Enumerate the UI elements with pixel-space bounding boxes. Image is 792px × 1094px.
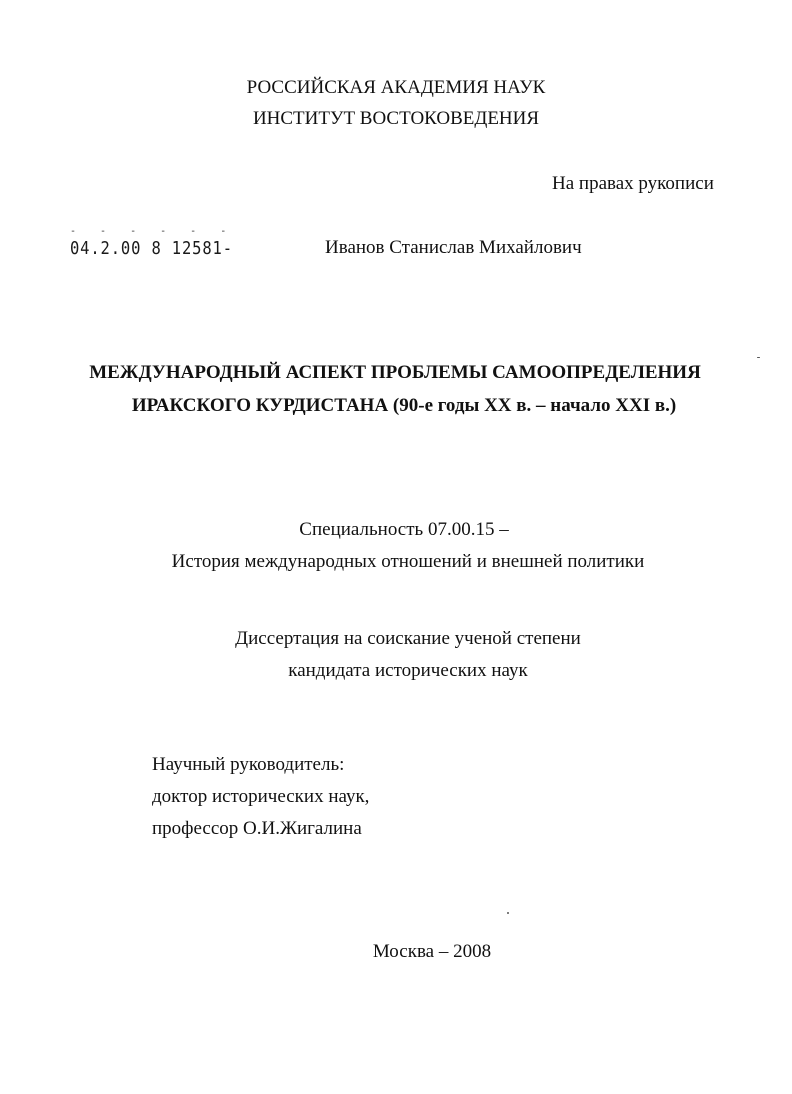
supervisor-degree: доктор исторических наук, (152, 786, 370, 807)
library-stamp-code: 04.2.00 8 12581- (70, 238, 233, 259)
city-year: Москва – 2008 (372, 941, 492, 962)
thesis-title-line-1: МЕЖДУНАРОДНЫЙ АСПЕКТ ПРОБЛЕМЫ САМООПРЕДЕЛЕНИЯ (89, 362, 701, 383)
author-name: Иванов Станислав Михайлович (325, 237, 582, 258)
thesis-title-line-2: ИРАКСКОГО КУРДИСТАНА (90-е годы XX в. – начало XXI в.) (131, 395, 677, 416)
scan-speck (757, 357, 760, 358)
supervisor-label: Научный руководитель: (152, 754, 345, 775)
degree-line-2: кандидата исторических наук (288, 660, 528, 681)
scan-speck (507, 912, 509, 914)
rights-note: На правах рукописи (552, 173, 714, 194)
institute-name: ИНСТИТУТ ВОСТОКОВЕДЕНИЯ (252, 108, 540, 129)
stamp-marks: - - - - - - (70, 226, 236, 237)
specialty-code: Специальность 07.00.15 – (299, 519, 509, 540)
specialty-name: История международных отношений и внешней политики (171, 551, 645, 572)
supervisor-name: профессор О.И.Жигалина (152, 818, 362, 839)
degree-line-1: Диссертация на соискание ученой степени (235, 628, 581, 649)
academy-name: РОССИЙСКАЯ АКАДЕМИЯ НАУК (246, 77, 546, 98)
